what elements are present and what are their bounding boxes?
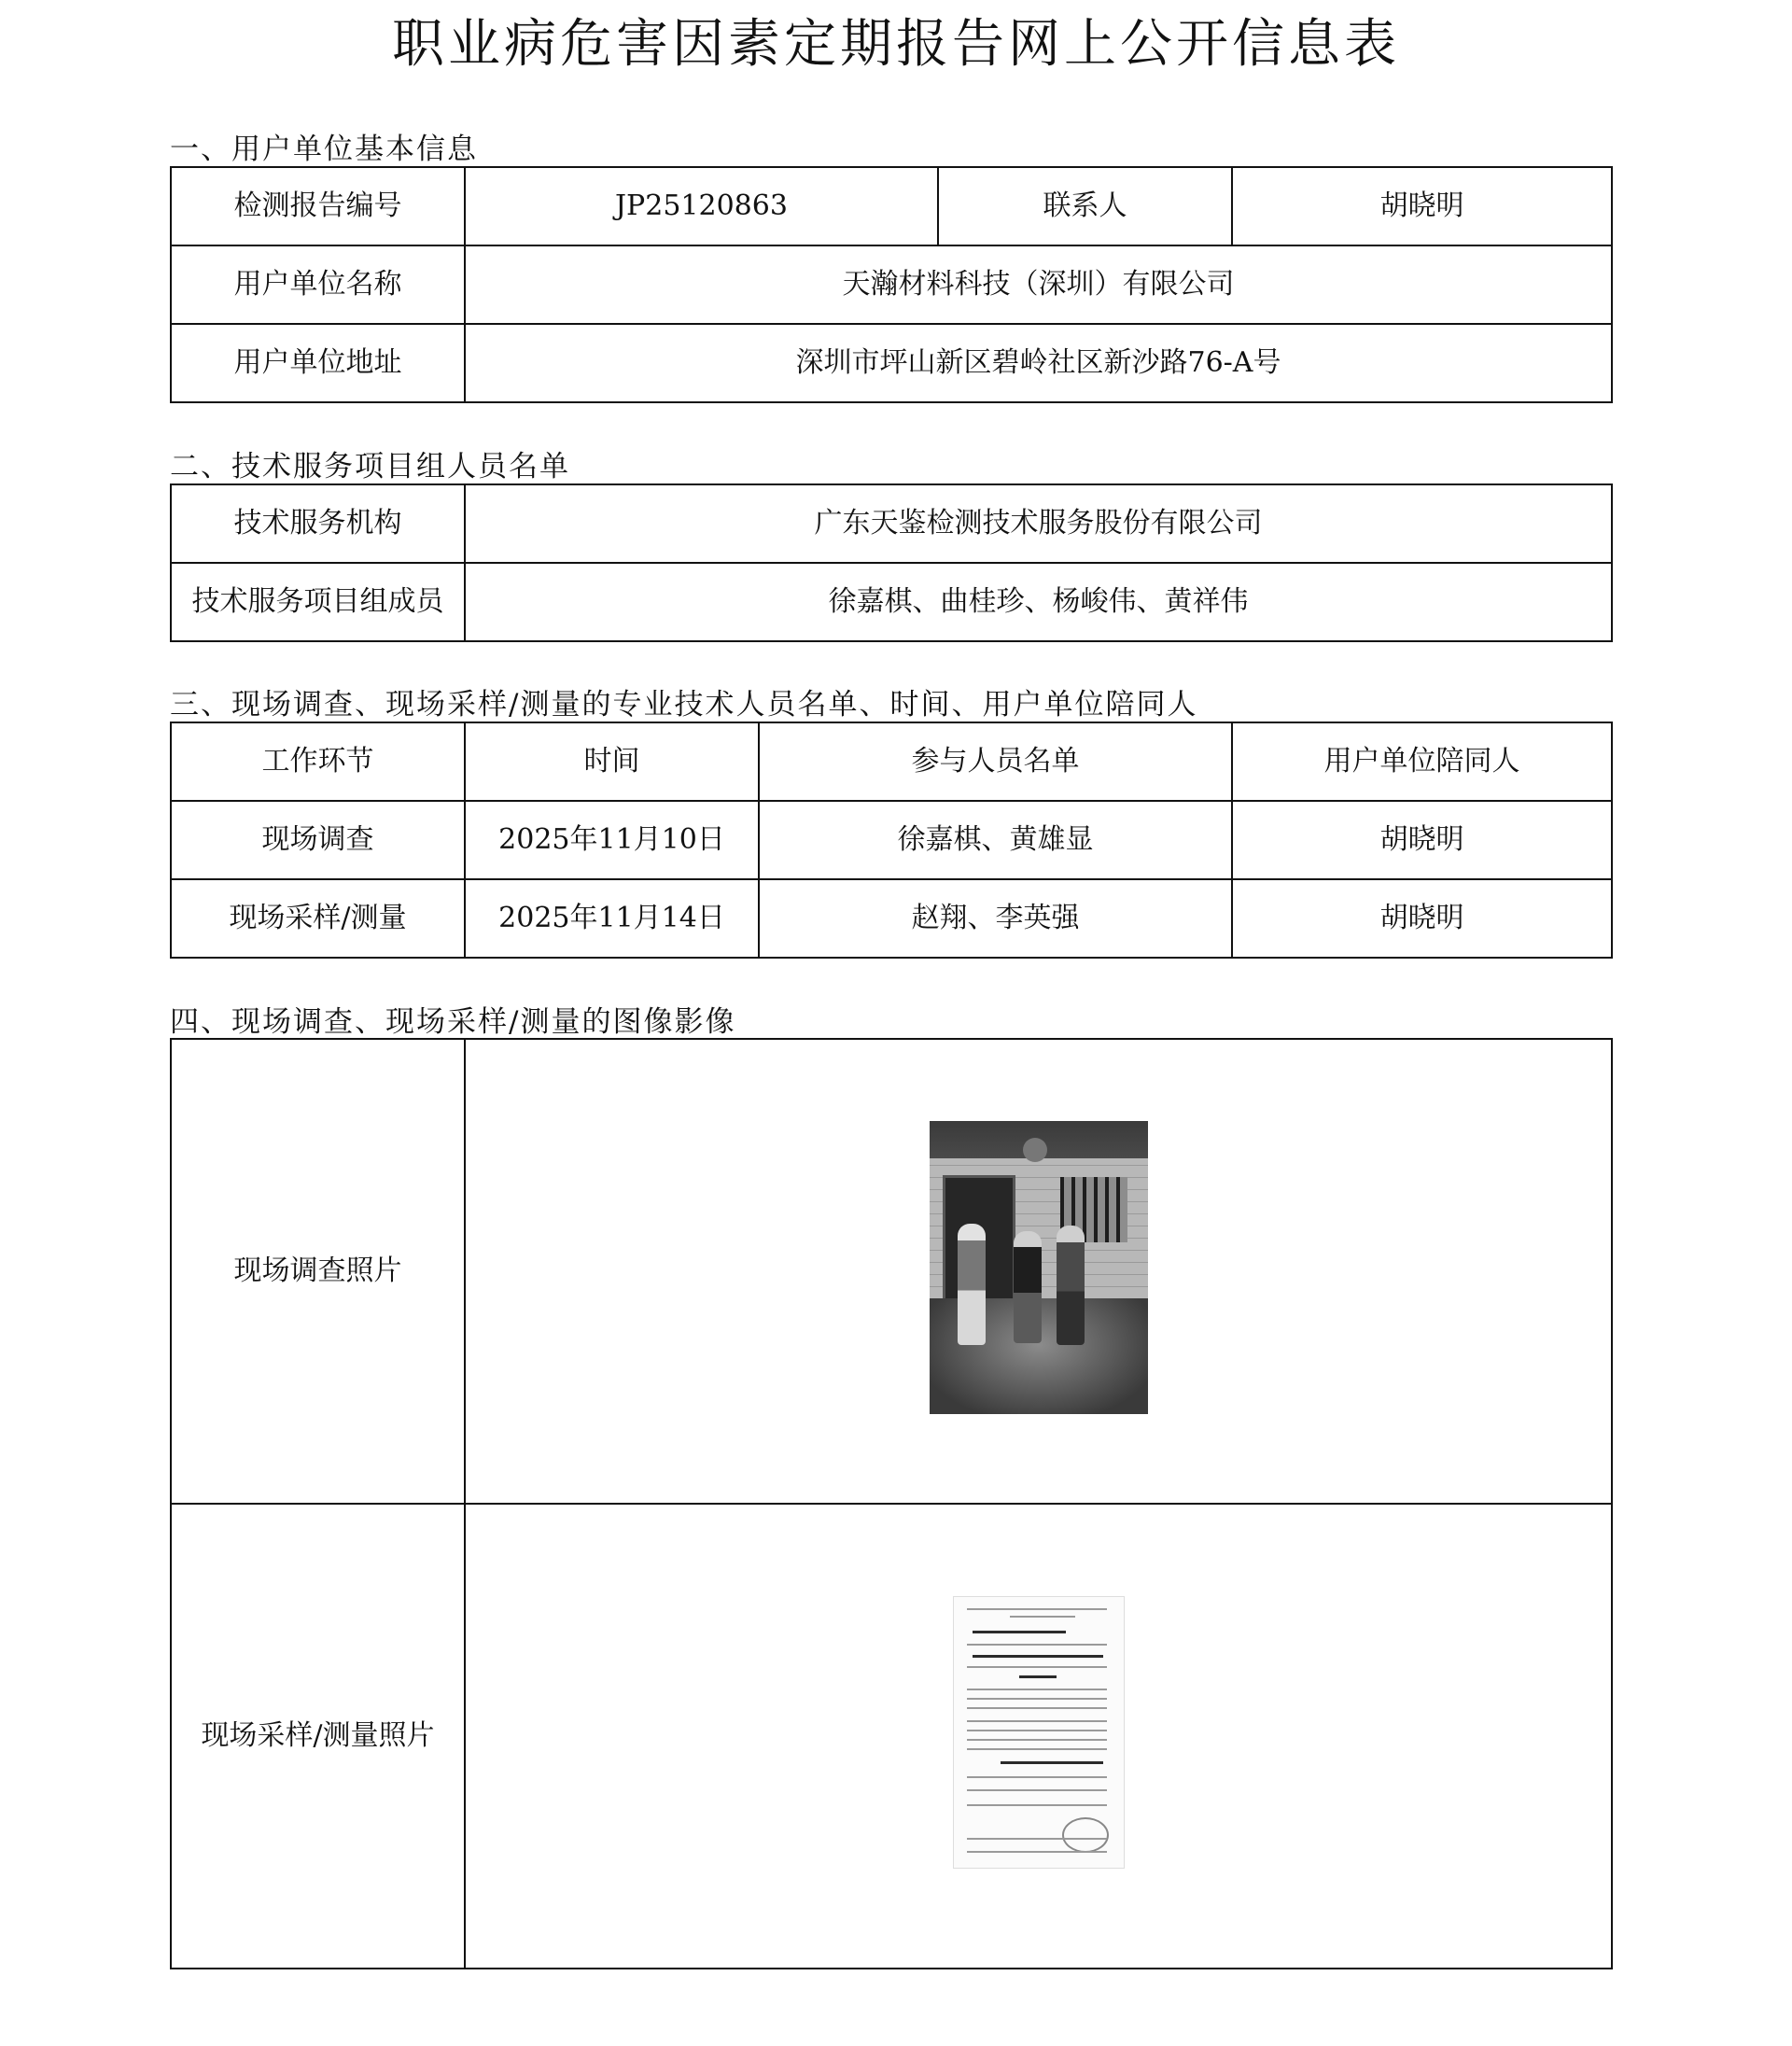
column-header: 时间 — [465, 722, 759, 801]
table-cell: 胡晓明 — [1232, 801, 1612, 879]
sampling-photo-cell — [465, 1504, 1612, 1969]
report-no-value: JP25120863 — [465, 167, 938, 245]
site-survey-photo — [930, 1121, 1148, 1414]
table-row — [171, 245, 1612, 324]
table-cell: 现场调查 — [171, 801, 465, 879]
table-cell: 2025年11月14日 — [465, 879, 759, 958]
contact-label: 联系人 — [938, 167, 1232, 245]
sampling-photo-label: 现场采样/测量照片 — [171, 1504, 465, 1969]
unit-address-value: 深圳市坪山新区碧岭社区新沙路76-A号 — [465, 324, 1612, 402]
table-cell: 赵翔、李英强 — [759, 879, 1232, 958]
section3-heading: 三、现场调查、现场采样/测量的专业技术人员名单、时间、用户单位陪同人 — [170, 688, 1198, 722]
column-header: 参与人员名单 — [759, 722, 1232, 801]
table-row — [171, 801, 1612, 879]
column-header: 工作环节 — [171, 722, 465, 801]
members-value: 徐嘉棋、曲桂珍、杨峻伟、黄祥伟 — [465, 563, 1612, 641]
column-header: 用户单位陪同人 — [1232, 722, 1612, 801]
survey-photo-cell — [465, 1039, 1612, 1504]
photo-table — [170, 1038, 1613, 1969]
page-title: 职业病危害因素定期报告网上公开信息表 — [392, 14, 1400, 75]
basic-info-table — [170, 166, 1613, 403]
table-row — [171, 167, 1612, 245]
table-cell: 2025年11月10日 — [465, 801, 759, 879]
table-row — [171, 879, 1612, 958]
table-header-row — [171, 722, 1612, 801]
table-cell: 徐嘉棋、黄雄显 — [759, 801, 1232, 879]
unit-name-value: 天瀚材料科技（深圳）有限公司 — [465, 245, 1612, 324]
table-cell: 胡晓明 — [1232, 879, 1612, 958]
table-row — [171, 563, 1612, 641]
team-table — [170, 483, 1613, 642]
report-no-label: 检测报告编号 — [171, 167, 465, 245]
contact-value: 胡晓明 — [1232, 167, 1612, 245]
scanned-form-photo — [953, 1596, 1125, 1869]
unit-name-label: 用户单位名称 — [171, 245, 465, 324]
section1-heading: 一、用户单位基本信息 — [170, 133, 478, 166]
section4-heading: 四、现场调查、现场采样/测量的图像影像 — [170, 1005, 736, 1039]
org-label: 技术服务机构 — [171, 484, 465, 563]
table-row — [171, 1039, 1612, 1504]
org-value: 广东天鉴检测技术服务股份有限公司 — [465, 484, 1612, 563]
table-row — [171, 324, 1612, 402]
section2-heading: 二、技术服务项目组人员名单 — [170, 450, 570, 483]
members-label: 技术服务项目组成员 — [171, 563, 465, 641]
table-row — [171, 1504, 1612, 1969]
table-cell: 现场采样/测量 — [171, 879, 465, 958]
survey-photo-label: 现场调查照片 — [171, 1039, 465, 1504]
schedule-table — [170, 722, 1613, 959]
unit-address-label: 用户单位地址 — [171, 324, 465, 402]
table-row — [171, 484, 1612, 563]
